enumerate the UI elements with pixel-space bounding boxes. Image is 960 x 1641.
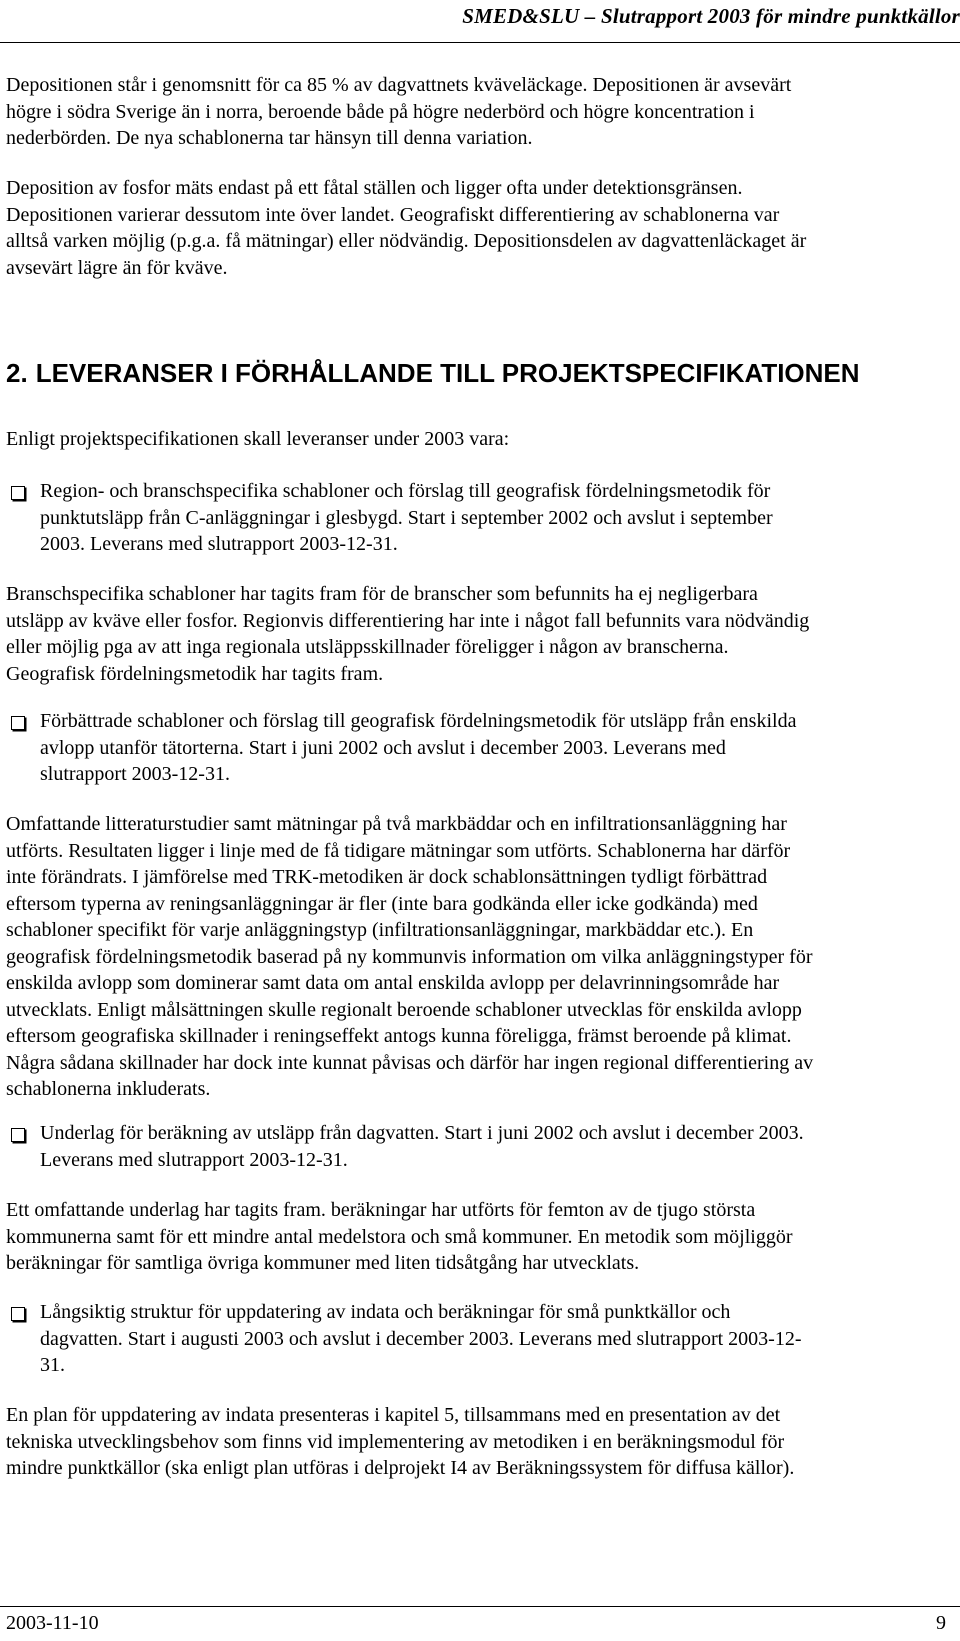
text-line: högre i södra Sverige än i norra, beroende både på högre nederbörd och högre koncentration i (6, 100, 755, 123)
bullet-item-dagvatten (40, 1120, 955, 1173)
checkbox-square-icon (11, 716, 25, 730)
text-line: Geografisk fördelningsmetodik har tagits fram. (6, 662, 384, 685)
text-line: Ett omfattande underlag har tagits fram. beräkningar har utförts för femton av de tjugo största (6, 1199, 756, 1221)
text-line: eftersom geografiska skillnader i reningseffekt antogs kunna föreligga, främst beroende på klimat. (6, 1025, 792, 1047)
text-line: avsevärt lägre än för kväve. (6, 256, 228, 279)
text-line: mindre punktkällor (ska enligt plan utföras i delprojekt I4 av Beräkningssystem för diffusa källor). (6, 1457, 795, 1479)
text-line: Omfattande litteraturstudier samt mätningar på två markbäddar och en infiltrationsanläggning har (6, 813, 787, 835)
text-line: alltså varken möjlig (p.g.a. få mätningar) eller nödvändig. Depositionsdelen av dagvattenläckaget är (6, 230, 807, 252)
checkbox-square-icon (11, 1307, 25, 1321)
footer-date: 2003-11-10 (6, 1612, 99, 1634)
paragraph-plan-uppdatering (6, 1402, 956, 1482)
text-line: nederbörden. De nya schablonerna tar hänsyn till denna variation. (6, 127, 533, 149)
text-line: Leverans med slutrapport 2003-12-31. (40, 1148, 348, 1171)
section-number: 2. (6, 358, 28, 388)
checkbox-square-icon (11, 486, 25, 500)
text-line: Depositionen står i genomsnitt för ca 85 % av dagvattnets kväveläckage. Depositionen är avsevärt (6, 74, 792, 96)
header-rule (0, 42, 960, 43)
text-line: geografisk fördelningsmetodik baserad på ny kommunvis information om vilka anläggningstyper för (6, 945, 813, 968)
text-line: eller möjlig pga av att inga regionala utsläppsskillnader föreligger i någon av branscherna. (6, 636, 729, 658)
text-line: Deposition av fosfor mäts endast på ett fåtal ställen och ligger ofta under detektionsgränsen. (6, 177, 743, 199)
text-line: Förbättrade schabloner och förslag till geografisk fördelningsmetodik för utsläpp från enskilda (40, 710, 797, 732)
text-line: utsläpp av kväve eller fosfor. Regionvis differentiering har inte i något fall befunnits vara nödvändig (6, 609, 810, 632)
page-number: 9 (936, 1612, 946, 1634)
paragraph-fosfor-deposition (6, 175, 956, 281)
text-line: 2003. Leverans med slutrapport 2003-12-31. (40, 533, 398, 555)
text-line: dagvatten. Start i augusti 2003 och avslut i december 2003. Leverans med slutrapport 2003-12- (40, 1327, 802, 1350)
text-line: tekniska utvecklingsbehov som finns vid implementering av metodiken i en beräkningsmodul för (6, 1430, 785, 1453)
running-header: SMED&SLU – Slutrapport 2003 för mindre punktkällor (462, 4, 960, 28)
footer-rule (0, 1606, 960, 1607)
paragraph-litteraturstudier (6, 811, 956, 1103)
text-line: utförts. Resultaten ligger i linje med de få tidigare mätningar som utförts. Schablonerna har därför (6, 839, 791, 862)
text-line: kommunerna samt för ett mindre antal medelstora och små kommuner. En metodik som möjliggör (6, 1225, 793, 1248)
checkbox-square-icon (11, 1128, 25, 1142)
section-title: LEVERANSER I FÖRHÅLLANDE TILL PROJEKTSPECIFIKATIONEN (35, 358, 860, 388)
text-line: Långsiktig struktur för uppdatering av indata och beräkningar för små punktkällor och (40, 1301, 731, 1323)
text-line: Branschspecifika schabloner har tagits fram för de branscher som befunnits ha ej negligerbara (6, 583, 758, 605)
paragraph-branschspecifika (6, 581, 956, 687)
section-heading (6, 358, 860, 389)
text-line: En plan för uppdatering av indata presenteras i kapitel 5, tillsammans med en presentation av det (6, 1404, 781, 1426)
paragraph-dagvatten-deposition (6, 72, 956, 152)
text-line: schabloner specifikt för varje anläggningstyp (infiltrationsanläggningar, markbäddar etc.). En (6, 919, 754, 941)
bullet-item-langsiktig-struktur (40, 1299, 955, 1379)
text-line: inte förändrats. I jämförelse med TRK-metodiken är dock schablonsättningen tydligt förbättrad (6, 866, 768, 888)
bullet-item-c-anlaggningar (40, 478, 955, 558)
text-line: Underlag för beräkning av utsläpp från dagvatten. Start i juni 2002 och avslut i december 2003. (40, 1122, 804, 1144)
text-line: 31. (40, 1354, 65, 1376)
text-line: schablonerna inkluderats. (6, 1078, 211, 1100)
text-line: beräkningar för samtliga övriga kommuner med liten tidsåtgång har utvecklats. (6, 1252, 640, 1274)
text-line: enskilda avlopp som dominerar samt data om antal enskilda avlopp per delavrinningsområde har (6, 972, 780, 994)
text-line: Enligt projektspecifikationen skall leveranser under 2003 vara: (6, 428, 510, 450)
text-line: avlopp utanför tätorterna. Start i juni 2002 och avslut i december 2003. Leverans med (40, 736, 726, 759)
text-line: utvecklats. Enligt målsättningen skulle regionalt beroende schabloner utvecklas för enskilda avlopp (6, 998, 802, 1021)
text-line: slutrapport 2003-12-31. (40, 763, 230, 785)
intro-paragraph (6, 426, 956, 453)
paragraph-underlag (6, 1197, 956, 1277)
text-line: eftersom typerna av reningsanläggningar är fler (inte bara godkända eller icke godkända) med (6, 892, 758, 915)
bullet-item-enskilda-avlopp (40, 708, 955, 788)
text-line: Några sådana skillnader har dock inte kunnat påvisas och därför har ingen regional differentiering av (6, 1051, 814, 1074)
text-line: Depositionen varierar dessutom inte över landet. Geografiskt differentiering av schablonerna var (6, 203, 780, 226)
text-line: Region- och branschspecifika schabloner och förslag till geografisk fördelningsmetodik för (40, 480, 771, 502)
text-line: punktutsläpp från C-anläggningar i glesbygd. Start i september 2002 och avslut i september (40, 506, 773, 529)
